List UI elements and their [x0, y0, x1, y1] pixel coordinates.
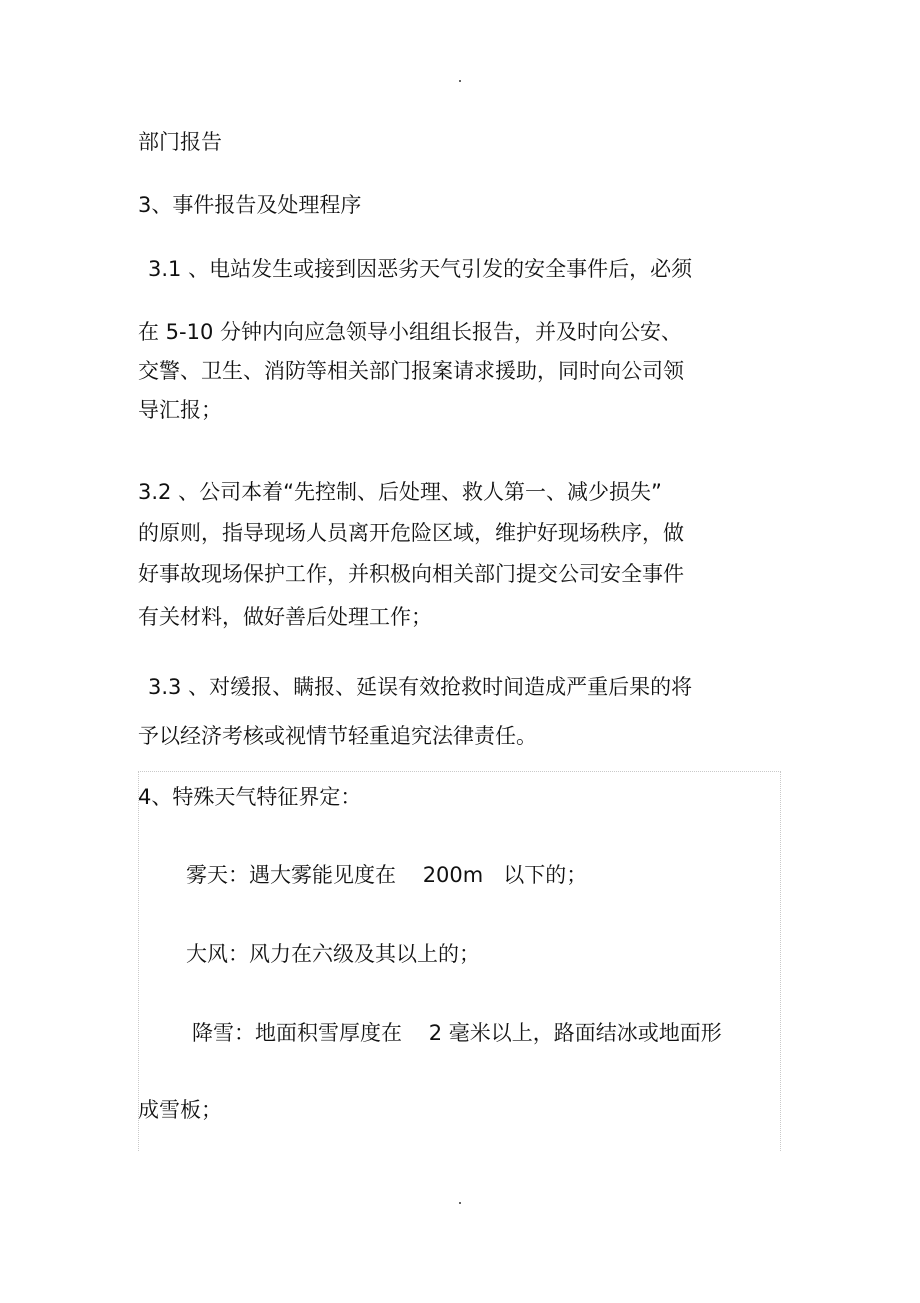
paragraph-line: 好事故现场保护工作，并积极向相关部门提交公司安全事件	[138, 562, 684, 586]
section-heading: 4、特殊天气特征界定：	[138, 785, 362, 809]
paragraph-line: 导汇报；	[138, 398, 222, 422]
page-marker-dot	[459, 80, 461, 82]
paragraph-line: 交警、卫生、消防等相关部门报案请求援助，同时向公司领	[138, 359, 684, 383]
page-marker-dot	[459, 1202, 461, 1204]
paragraph-line: 有关材料，做好善后处理工作；	[138, 605, 432, 629]
text-line: 部门报告	[138, 130, 222, 154]
paragraph-line: 3.1 、电站发生或接到因恶劣天气引发的安全事件后，必须	[148, 257, 693, 281]
paragraph-line: 3.3 、对缓报、瞒报、延误有效抢救时间造成严重后果的将	[148, 675, 693, 699]
section-heading: 3、事件报告及处理程序	[138, 193, 362, 217]
definition-line: 大风：风力在六级及其以上的；	[186, 942, 480, 966]
paragraph-line: 在 5-10 分钟内向应急领导小组组长报告，并及时向公安、	[138, 320, 683, 344]
definition-line: 雾天：遇大雾能见度在 200m 以下的；	[186, 863, 588, 887]
paragraph-line: 予以经济考核或视情节轻重追究法律责任。	[138, 724, 537, 748]
definition-line: 降雪：地面积雪厚度在 2 毫米以上，路面结冰或地面形	[192, 1021, 722, 1045]
definition-line: 成雪板；	[138, 1098, 222, 1122]
paragraph-line: 的原则，指导现场人员离开危险区域，维护好现场秩序，做	[138, 521, 684, 545]
paragraph-line: 3.2 、公司本着“先控制、后处理、救人第一、减少损失”	[138, 480, 662, 504]
